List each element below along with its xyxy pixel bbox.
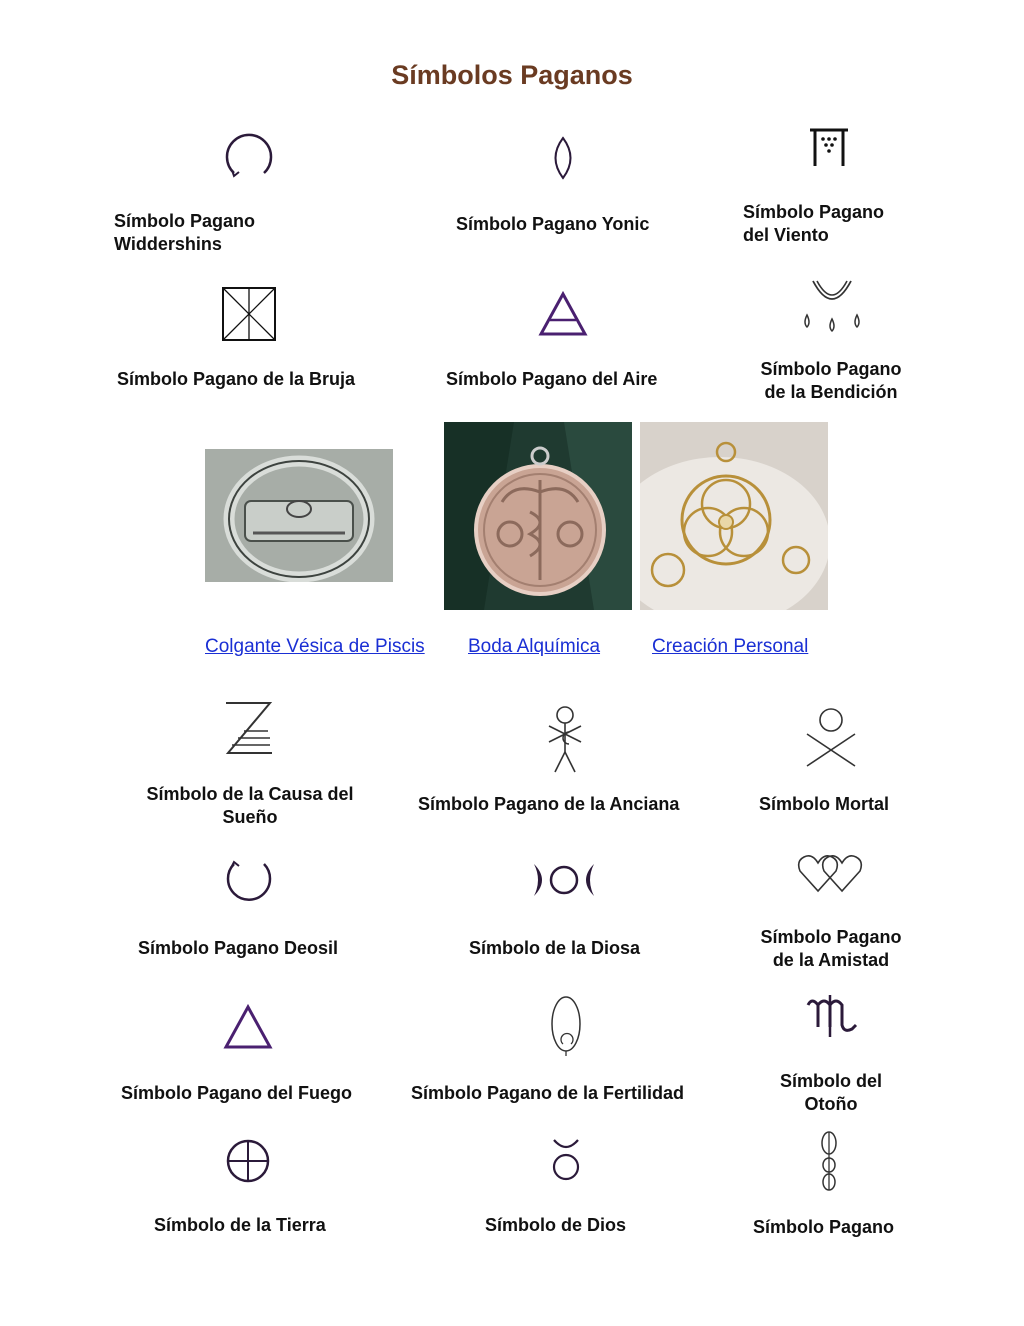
god-label: Símbolo de Dios bbox=[485, 1215, 627, 1235]
pagan-symbol-label: Símbolo Pagano bbox=[753, 1217, 895, 1237]
deosil-label: Símbolo Pagano Deosil bbox=[138, 938, 339, 958]
alchemical-wedding-link[interactable]: Boda Alquímica bbox=[468, 636, 601, 657]
widdershins-label: Símbolo Pagano Widdershins bbox=[114, 211, 256, 254]
crone-label: Símbolo Pagano de la Anciana bbox=[418, 794, 680, 814]
earth-label: Símbolo de la Tierra bbox=[154, 1215, 326, 1235]
witch-label: Símbolo Pagano de la Bruja bbox=[117, 369, 356, 389]
fertility-icon bbox=[549, 994, 583, 1058]
friendship-icon bbox=[796, 853, 866, 895]
blessing-label: Símbolo Pagano de la Bendición bbox=[760, 359, 902, 402]
dream-cause-icon bbox=[222, 700, 274, 756]
yonic-label: Símbolo Pagano Yonic bbox=[456, 214, 650, 234]
air-icon bbox=[538, 291, 588, 337]
personal-creation-photo bbox=[640, 422, 828, 610]
wind-label: Símbolo Pagano del Viento bbox=[743, 202, 885, 245]
goddess-icon bbox=[524, 860, 604, 900]
alchemical-wedding-photo bbox=[444, 422, 632, 610]
dream-cause-label: Símbolo de la Causa del Sueño bbox=[146, 784, 354, 827]
fertility-label: Símbolo Pagano de la Fertilidad bbox=[411, 1083, 685, 1103]
witch-icon bbox=[221, 286, 277, 342]
vesica-pendant-link[interactable]: Colgante Vésica de Piscis bbox=[205, 636, 425, 657]
blessing-icon bbox=[799, 277, 865, 337]
pagan-symbol-icon bbox=[814, 1130, 844, 1192]
personal-creation-link[interactable]: Creación Personal bbox=[652, 636, 809, 657]
yonic-icon bbox=[548, 136, 578, 180]
mortal-icon bbox=[803, 706, 859, 768]
mortal-label: Símbolo Mortal bbox=[759, 794, 889, 814]
vesica-pendant-photo bbox=[205, 449, 393, 582]
deosil-icon bbox=[222, 856, 276, 908]
friendship-label: Símbolo Pagano de la Amistad bbox=[760, 927, 902, 970]
page-title: Símbolos Paganos bbox=[391, 60, 633, 90]
widdershins-icon bbox=[222, 132, 276, 182]
air-label: Símbolo Pagano del Aire bbox=[446, 369, 658, 389]
fire-icon bbox=[223, 1004, 273, 1050]
autumn-icon bbox=[804, 993, 860, 1039]
earth-icon bbox=[225, 1138, 271, 1184]
goddess-label: Símbolo de la Diosa bbox=[469, 938, 641, 958]
autumn-label: Símbolo del Otoño bbox=[779, 1071, 882, 1114]
fire-label: Símbolo Pagano del Fuego bbox=[121, 1083, 353, 1103]
crone-icon bbox=[543, 704, 587, 774]
god-icon bbox=[550, 1136, 582, 1186]
wind-icon bbox=[807, 126, 851, 168]
